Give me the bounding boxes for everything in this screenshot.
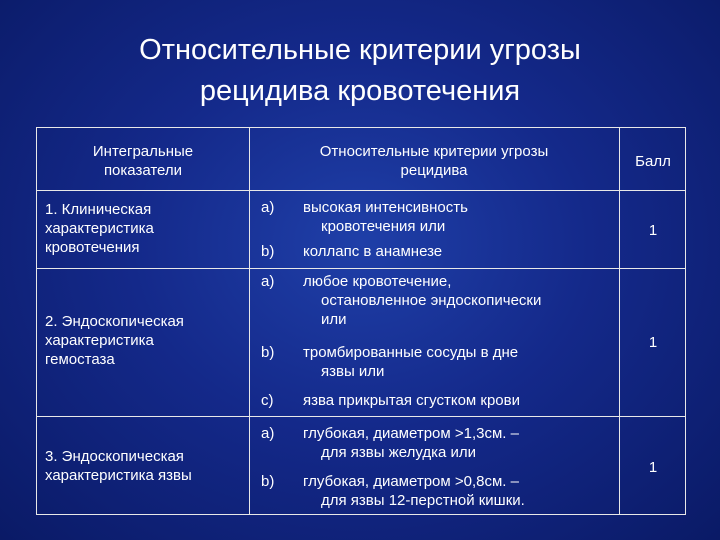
row-3-indicator-line: 3. Эндоскопическая <box>45 448 184 465</box>
row-1-criterion-a <box>303 198 468 236</box>
row-2-divider <box>37 416 685 417</box>
criterion-line: язвы или <box>321 363 385 380</box>
row-1-divider <box>37 268 685 269</box>
criterion-line: любое кровотечение, <box>303 273 452 290</box>
criterion-line: или <box>321 311 347 328</box>
row-2-indicator-line: характеристика <box>45 332 154 349</box>
row-2-criterion-b <box>303 343 518 381</box>
row-2-criterion-a <box>303 272 541 329</box>
slide-title-line-1: Относительные критерии угрозы <box>139 34 581 66</box>
row-3-indicator <box>45 447 273 485</box>
header-indicators-line-1: Интегральные <box>92 143 194 160</box>
row-3-score: 1 <box>648 459 658 476</box>
criterion-line: глубокая, диаметром >1,3см. – <box>303 425 519 442</box>
row-1-criterion-b: коллапс в анамнезе <box>303 243 443 260</box>
criterion-line: для язвы желудка или <box>321 444 477 461</box>
header-indicators-line-2: показатели <box>103 162 183 179</box>
row-2-indicator-line: гемостаза <box>45 351 115 368</box>
slide-title <box>0 30 720 112</box>
slide-title-line-2: рецидива кровотечения <box>199 75 521 107</box>
row-1-marker-a: a) <box>261 199 275 216</box>
row-1-indicator <box>45 200 263 257</box>
row-3-criterion-a <box>303 424 519 462</box>
row-1-indicator-line: кровотечения <box>45 239 140 256</box>
criterion-line: глубокая, диаметром >0,8см. – <box>303 473 519 490</box>
row-2-marker-c: c) <box>261 392 274 409</box>
row-1-marker-b: b) <box>261 243 275 260</box>
criterion-line: кровотечения или <box>321 218 446 235</box>
row-3-marker-b: b) <box>261 473 275 490</box>
header-indicators <box>37 142 249 180</box>
criterion-line: для язвы 12-перстной кишки. <box>321 492 525 509</box>
header-divider <box>37 190 685 191</box>
column-2-divider <box>619 128 620 514</box>
row-2-indicator <box>45 312 263 369</box>
row-1-score: 1 <box>648 222 658 239</box>
criteria-table <box>36 127 686 515</box>
row-3-criterion-b <box>303 472 525 510</box>
row-2-marker-b: b) <box>261 344 275 361</box>
row-1-indicator-line: 1. Клиническая <box>45 201 152 218</box>
header-criteria-line-1: Относительные критерии угрозы <box>319 143 549 160</box>
header-criteria <box>249 142 619 180</box>
header-score: Балл <box>635 153 671 170</box>
row-1-indicator-line: характеристика <box>45 220 154 237</box>
criterion-line: высокая интенсивность <box>303 199 468 216</box>
criterion-line: остановленное эндоскопически <box>321 292 542 309</box>
row-2-marker-a: a) <box>261 273 275 290</box>
row-3-marker-a: a) <box>261 425 275 442</box>
row-2-criterion-c: язва прикрытая сгустком крови <box>303 392 520 409</box>
row-3-indicator-line: характеристика язвы <box>45 467 192 484</box>
criterion-line: тромбированные сосуды в дне <box>303 344 519 361</box>
header-criteria-line-2: рецидива <box>400 162 468 179</box>
row-2-score: 1 <box>648 334 658 351</box>
row-2-indicator-line: 2. Эндоскопическая <box>45 313 184 330</box>
